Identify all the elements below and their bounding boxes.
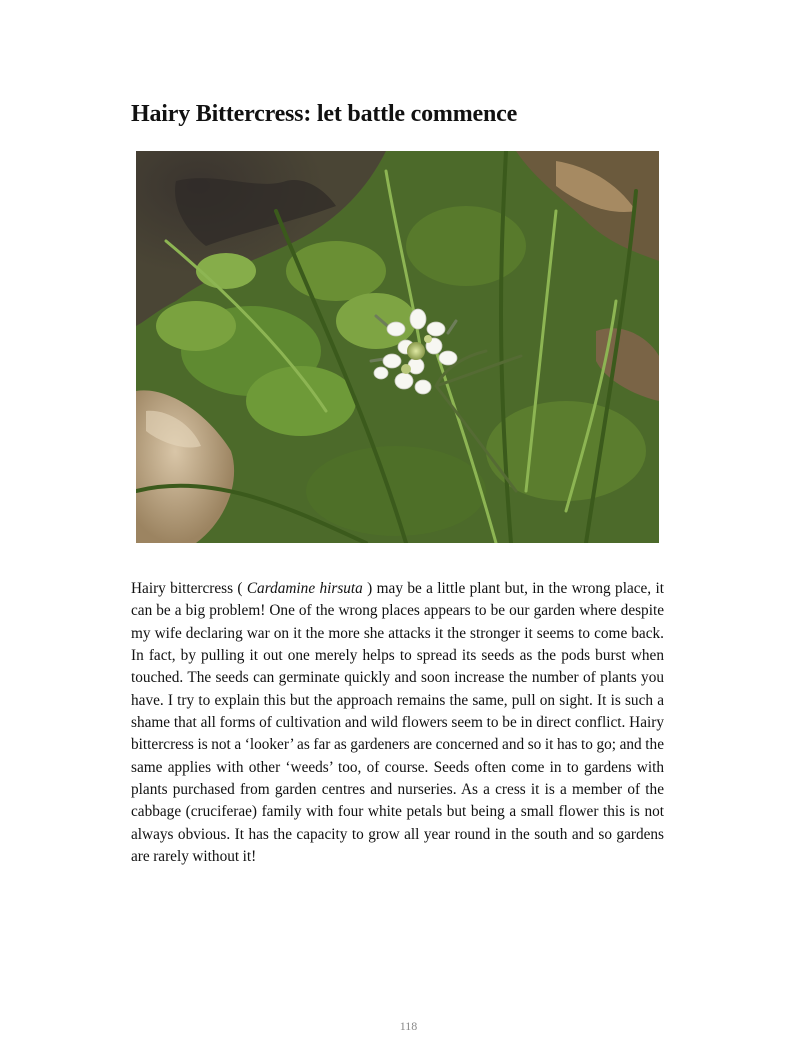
body-text-main: ) may be a little plant but, in the wrong place, it can be a big problem! One of the wrong places appears to be our garden where despite my wife declaring war on it the more she attacks it the stronger it seems to come back. In fact, by pulling it out one merely helps to spread its seeds as the pods burst when touched. The seeds can germinate quickly and soon increase the number of plants you have. I try to explain this but the approach remains the same, pull on sight. It is such a shame that all forms of cultivation and wild flowers seem to be in direct conflict. Hairy bittercress is not a ‘looker’ as far as gardeners are concerned and so it has to go; and the same applies with other ‘weeds’ too, of course. Seeds often come in to gardens with plants purchased from garden centres and nurseries. As a cress it is a member of the cabbage (cruciferae) family with four white petals but being a small flower this is not always obvious. It has the capacity to grow all year round in the south and so gardens are rarely without it!	[131, 580, 664, 866]
page-number: 118	[399, 1019, 418, 1033]
hairy-bittercress-photo	[136, 151, 659, 543]
flower-photo-illustration	[136, 151, 659, 543]
scientific-name: Cardamine hirsuta	[246, 580, 363, 597]
page-title: Hairy Bittercress: let battle commence	[131, 101, 518, 127]
body-paragraph	[131, 578, 664, 868]
body-text-intro: Hairy bittercress (	[131, 580, 247, 597]
